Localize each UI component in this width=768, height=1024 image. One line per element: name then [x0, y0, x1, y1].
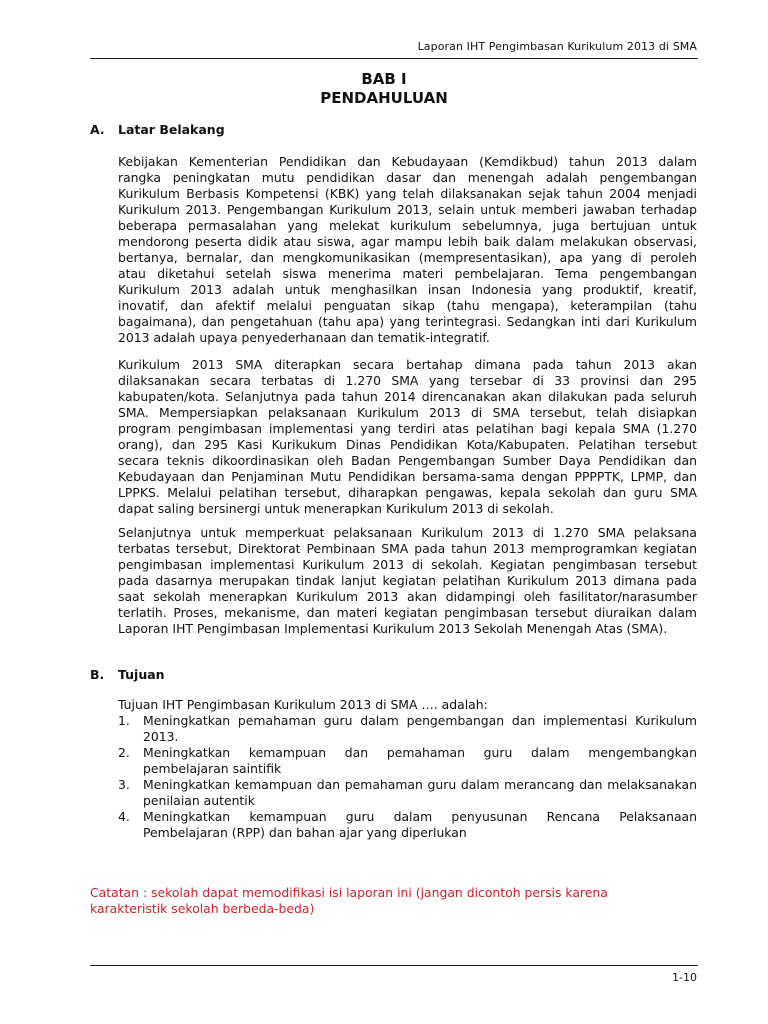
running-header: Laporan IHT Pengimbasan Kurikulum 2013 di SMA — [417, 40, 697, 53]
list-item — [118, 777, 697, 809]
text-line: Selanjutnya untuk memperkuat pelaksanaan Kurikulum 2013 di 1.270 SMA pelaksana — [118, 525, 697, 540]
text-line: LPPKS. Melalui pelatihan tersebut, diharapkan pengawas, kepala sekolah dan guru SMA — [118, 485, 697, 500]
list-number: 3. — [118, 777, 130, 792]
text-line: Kurikulum 2013 adalah untuk menghasilkan insan Indonesia yang produktif, kreatif, — [118, 282, 697, 297]
text-line: secara teknis dikoordinasikan oleh Badan Pengembangan Sumber Daya Pendidikan dan — [118, 453, 697, 468]
section-a-heading — [90, 122, 225, 137]
section-title: Latar Belakang — [118, 122, 225, 137]
list-item-line: penilaian autentik — [143, 793, 255, 808]
text-line: Laporan IHT Pengimbasan Implementasi Kurikulum 2013 Sekolah Menengah Atas (SMA). — [118, 621, 668, 636]
text-line: SMA. Mempersiapkan pelaksanaan Kurikulum 2013 di SMA tersebut, telah disiapkan — [118, 405, 697, 420]
list-number: 4. — [118, 809, 130, 824]
text-line: bertanya, bernalar, dan mengkomunikasikan (mempresentasikan), apa yang di peroleh — [118, 250, 697, 265]
text-line: pada dasarnya merupakan tindak lanjut kegiatan pelatihan Kurikulum 2013 dimana pada — [118, 573, 697, 588]
list-item-line: 2013. — [143, 729, 179, 744]
text-line: kabupaten/kota. Selanjutnya pada tahun 2014 direncanakan akan dilakukan pada seluruh — [118, 389, 697, 404]
list-number: 2. — [118, 745, 130, 760]
text-line: program pengimbasan implementasi yang terdiri atas pelatihan bagi kepala SMA (1.270 — [118, 421, 697, 436]
text-line: mendorong peserta didik atau siswa, agar mampu lebih baik dalam melakukan observasi, — [118, 234, 697, 249]
text-line: Kurikulum 2013 SMA diterapkan secara bertahap dimana pada tahun 2013 akan — [118, 357, 697, 372]
text-line: orang), dan 295 Kasi Kurikukum Dinas Pendidikan Kota/Kabupaten. Pelatihan tersebut — [118, 437, 697, 452]
page-number: 1-10 — [672, 971, 697, 984]
text-line: bagaimana), dan pengetahuan (tahu apa) yang terintegrasi. Sedangkan inti dari Kurikulum — [118, 314, 697, 329]
text-line: Kurikulum 2013. Pengembangan Kurikulum 2013, selain untuk memberi jawaban terhadap — [118, 202, 697, 217]
text-line: dapat saling bersinergi untuk menerapkan Kurikulum 2013 di sekolah. — [118, 501, 554, 516]
list-item-line: Meningkatkan kemampuan dan pemahaman guru dalam mengembangkan — [143, 745, 697, 760]
paragraph-1 — [118, 154, 697, 346]
list-item — [118, 745, 697, 777]
paragraph-2 — [118, 357, 697, 517]
list-item-line: Meningkatkan kemampuan dan pemahaman guru dalam merancang dan melaksanakan — [143, 777, 697, 792]
section-number: B. — [90, 667, 105, 682]
list-item-line: pembelajaran saintifik — [143, 761, 282, 776]
list-item-line: Pembelajaran (RPP) dan bahan ajar yang diperlukan — [143, 825, 467, 840]
footer-rule — [90, 965, 698, 966]
text-line: saat sekolah menerapkan Kurikulum 2013 akan didampingi oleh fasilitator/narasumber — [118, 589, 697, 604]
chapter-number: BAB I — [361, 70, 407, 88]
list-item — [118, 713, 697, 745]
text-line: atau diketahui setelah siswa menerima materi pembelajaran. Tema pengembangan — [118, 266, 697, 281]
header-rule — [90, 58, 698, 59]
text-line: Kebijakan Kementerian Pendidikan dan Kebudayaan (Kemdikbud) tahun 2013 dalam — [118, 154, 697, 169]
text-line: pengimbasan implementasi Kurikulum 2013 di sekolah. Kegiatan pengimbasan tersebut — [118, 557, 697, 572]
chapter-title: PENDAHULUAN — [320, 89, 448, 107]
text-line: terbatas tersebut, Direktorat Pembinaan SMA pada tahun 2013 memprogramkan kegiatan — [118, 541, 697, 556]
list-item-line: Meningkatkan pemahaman guru dalam pengembangan dan implementasi Kurikulum — [143, 713, 697, 728]
section-number: A. — [90, 122, 105, 137]
section-b-heading — [90, 667, 165, 682]
list-item — [118, 809, 697, 841]
text-line: Kurikulum Berbasis Kompetensi (KBK) yang telah dilaksanakan sejak tahun 2004 menjadi — [118, 186, 697, 201]
list-number: 1. — [118, 713, 130, 728]
paragraph-3 — [118, 525, 697, 637]
text-line: dilaksanakan secara terbatas di 1.270 SMA yang tersebar di 33 provinsi dan 295 — [118, 373, 697, 388]
list-item-line: Meningkatkan kemampuan guru dalam penyusunan Rencana Pelaksanaan — [143, 809, 697, 824]
text-line: Catatan : sekolah dapat memodifikasi isi laporan ini (jangan dicontoh persis karena — [90, 885, 608, 900]
text-line: rangka peningkatan mutu pendidikan dasar dan menengah adalah pengembangan — [118, 170, 697, 185]
text-line: karakteristik sekolah berbeda-beda) — [90, 901, 315, 916]
objectives-intro — [118, 697, 697, 713]
red-note — [90, 885, 608, 917]
text-line: terlatih. Proses, mekanisme, dan materi kegiatan pengimbasan tersebut diuraikan dalam — [118, 605, 697, 620]
text-line: beberapa permasalahan yang melekat kurikulum sebelumnya, juga bertujuan untuk — [118, 218, 697, 233]
section-title: Tujuan — [118, 667, 165, 682]
text-line: 2013 adalah upaya penyederhanaan dan tematik-integratif. — [118, 330, 490, 345]
text-line: inovatif, dan afektif melalui penguatan sikap (tahu mengapa), keterampilan (tahu — [118, 298, 697, 313]
text-line: Kebudayaan dan Penjaminan Mutu Pendidikan bersama-sama dengan PPPPTK, LPMP, dan — [118, 469, 697, 484]
intro-line: Tujuan IHT Pengimbasan Kurikulum 2013 di SMA …. adalah: — [118, 697, 488, 712]
